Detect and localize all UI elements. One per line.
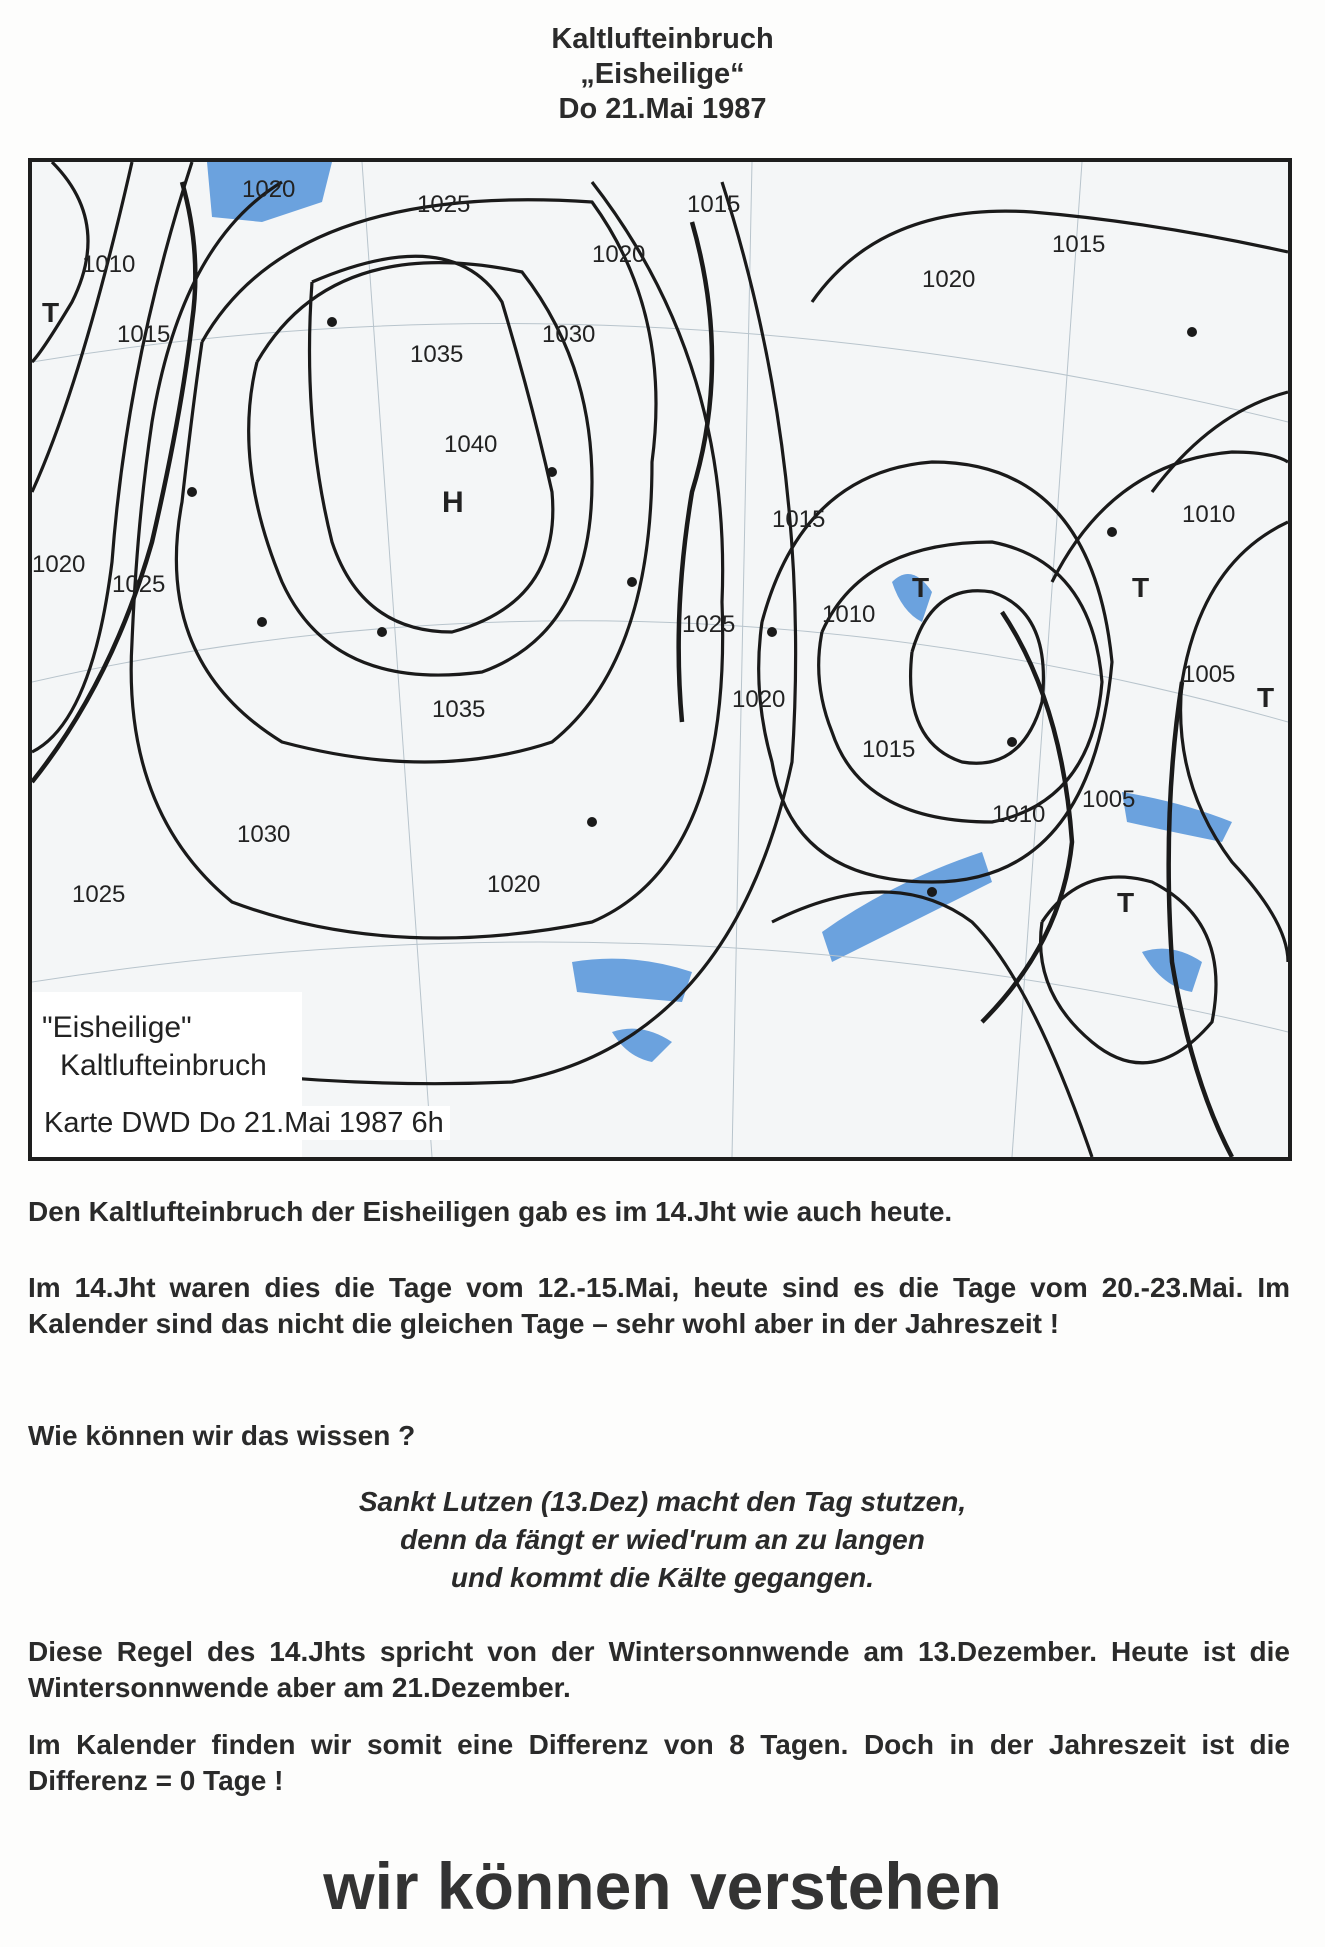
isobar-label: 1015: [687, 191, 741, 218]
station-marker: [187, 487, 197, 497]
isobar-labels: [32, 176, 1274, 918]
map-legend-line-2: Kaltlufteinbruch: [60, 1049, 267, 1082]
isobar-label: 1035: [410, 341, 464, 368]
isobar-label: 1020: [242, 176, 296, 203]
isobar-label: T: [42, 297, 60, 328]
title-line-1: Kaltlufteinbruch: [551, 23, 774, 55]
isobar-label: 1020: [732, 686, 786, 713]
precip-area: [612, 1029, 672, 1062]
verse-line-1: Sankt Lutzen (13.Dez) macht den Tag stutzen,: [358, 1486, 967, 1517]
isobar-label: T: [1257, 682, 1275, 713]
station-marker: [627, 577, 637, 587]
isobar: [812, 211, 1288, 302]
isobar: [1152, 392, 1288, 492]
precip-area: [572, 959, 692, 1002]
isobar: [819, 542, 1102, 822]
title-line-2: „Eisheilige“: [580, 58, 745, 90]
isobar-label: 1015: [772, 506, 826, 533]
paragraph-1: Den Kaltlufteinbruch der Eisheiligen gab es im 14.Jht wie auch heute.: [28, 1196, 953, 1227]
isobar-label: H: [442, 486, 464, 519]
station-markers: [187, 317, 1197, 897]
document-title: [0, 22, 1325, 127]
front-line: [1169, 682, 1232, 1157]
isobar-label: 1010: [992, 801, 1046, 828]
isobar: [310, 256, 553, 632]
map-source-label: Karte DWD Do 21.Mai 1987 6h: [38, 1106, 450, 1140]
front-line: [679, 222, 712, 722]
station-marker: [927, 887, 937, 897]
isobar-label: T: [1132, 572, 1150, 603]
isobar-label: 1015: [862, 736, 916, 763]
isobar-label: 1020: [487, 871, 541, 898]
isobar-label: 1010: [82, 251, 136, 278]
isobar-label: 1005: [1182, 661, 1236, 688]
weather-map-drawing: [32, 162, 1288, 1157]
paragraph-3: Wie können wir das wissen ?: [28, 1420, 416, 1451]
map-legend-line-1: "Eisheilige": [42, 1011, 192, 1044]
station-marker: [327, 317, 337, 327]
isobar-label: 1035: [432, 696, 486, 723]
station-marker: [1007, 737, 1017, 747]
isobar-label: T: [912, 572, 930, 603]
station-marker: [547, 467, 557, 477]
paragraph-4: Diese Regel des 14.Jhts spricht von der Wintersonnwende am 13.Dezember. Heute ist die Wintersonnwende aber am 21.Dezember.: [28, 1636, 1290, 1703]
weather-map: [28, 158, 1292, 1161]
isobar: [911, 591, 1044, 764]
station-marker: [1187, 327, 1197, 337]
isobar-label: 1025: [682, 611, 736, 638]
isobar: [32, 162, 88, 362]
isobar-label: T: [1117, 887, 1135, 918]
isobar-label: 1020: [922, 266, 976, 293]
isobar: [772, 892, 1092, 1157]
paragraph-5: Im Kalender finden wir somit eine Differenz von 8 Tagen. Doch in der Jahreszeit ist die Differenz = 0 Tage !: [28, 1729, 1290, 1796]
isobar-label: 1030: [542, 321, 596, 348]
isobar-label: 1025: [112, 571, 166, 598]
station-marker: [377, 627, 387, 637]
isobar-label: 1030: [237, 821, 291, 848]
verse-line-3: und kommt die Kälte gegangen.: [450, 1562, 875, 1593]
station-marker: [587, 817, 597, 827]
isobar-label: 1025: [72, 881, 126, 908]
isobar: [176, 200, 656, 762]
title-line-3: Do 21.Mai 1987: [558, 93, 767, 125]
isobar: [1181, 522, 1288, 962]
station-marker: [767, 627, 777, 637]
isobar-label: 1010: [1182, 501, 1236, 528]
isobar-label: 1015: [117, 321, 171, 348]
verse-line-2: denn da fängt er wied'rum an zu langen: [400, 1524, 925, 1555]
station-marker: [257, 617, 267, 627]
closing-statement: wir können verstehen: [323, 1849, 1002, 1923]
paragraph-2: Im 14.Jht waren dies die Tage vom 12.-15.Mai, heute sind es die Tage vom 20.-23.Mai. Im Kalender sind das nicht die gleichen Tage – sehr wohl aber in der Jahreszeit !: [28, 1272, 1290, 1339]
station-marker: [1107, 527, 1117, 537]
isobar-label: 1040: [444, 431, 498, 458]
isobar-label: 1015: [1052, 231, 1106, 258]
isobar: [131, 182, 723, 938]
isobar-label: 1020: [592, 241, 646, 268]
isobar-label: 1005: [1082, 786, 1136, 813]
isobar-label: 1020: [32, 551, 86, 578]
isobar-label: 1025: [417, 191, 471, 218]
isobar-label: 1010: [822, 601, 876, 628]
